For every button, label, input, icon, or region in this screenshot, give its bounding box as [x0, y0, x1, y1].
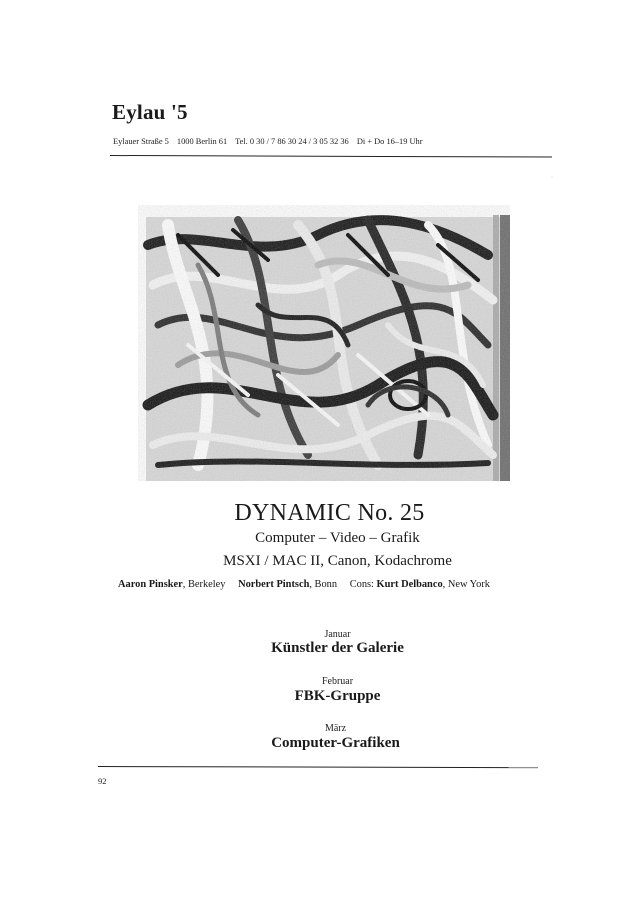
- abstract-computer-graphic: [138, 205, 510, 481]
- scan-speck: ·: [551, 175, 553, 181]
- artist-name: Aaron Pinsker: [118, 579, 183, 590]
- schedule-month: März: [324, 723, 347, 734]
- gallery-title: Eylau '5: [112, 100, 188, 124]
- schedule-month: Januar: [324, 629, 351, 640]
- schedule-month: Februar: [321, 676, 354, 687]
- artist-entry: [118, 579, 225, 590]
- consultant-prefix: Cons:: [349, 579, 377, 590]
- artist-name: Norbert Pintsch: [238, 579, 310, 590]
- address-city: 1000 Berlin 61: [176, 137, 228, 146]
- artwork-image: [138, 205, 510, 481]
- artist-entry: [350, 579, 490, 590]
- schedule-event: FBK-Gruppe: [294, 688, 381, 704]
- header-divider: [110, 155, 552, 158]
- schedule-event: Computer-Grafiken: [271, 735, 400, 751]
- gallery-address-line: [113, 137, 533, 146]
- exhibition-subtitle: Computer – Video – Grafik: [255, 530, 420, 546]
- page-number: 92: [98, 776, 107, 786]
- footer-divider: [98, 766, 538, 768]
- address-phone: Tel. 0 30 / 7 86 30 24 / 3 05 32 36: [235, 137, 349, 146]
- artist-city: , Bonn: [309, 579, 338, 590]
- exhibition-title: DYNAMIC No. 25: [234, 500, 425, 526]
- address-street: Eylauer Straße 5: [113, 137, 169, 146]
- artist-credits: [118, 579, 538, 590]
- artist-city: , Berkeley: [182, 579, 226, 590]
- artist-city: , New York: [442, 579, 490, 590]
- schedule-event: Künstler der Galerie: [271, 640, 404, 656]
- exhibition-media: MSXI / MAC II, Canon, Kodachrome: [223, 553, 452, 569]
- artist-entry: [238, 579, 337, 590]
- artist-name: Kurt Delbanco: [376, 579, 443, 590]
- address-hours: Di + Do 16–19 Uhr: [356, 137, 423, 146]
